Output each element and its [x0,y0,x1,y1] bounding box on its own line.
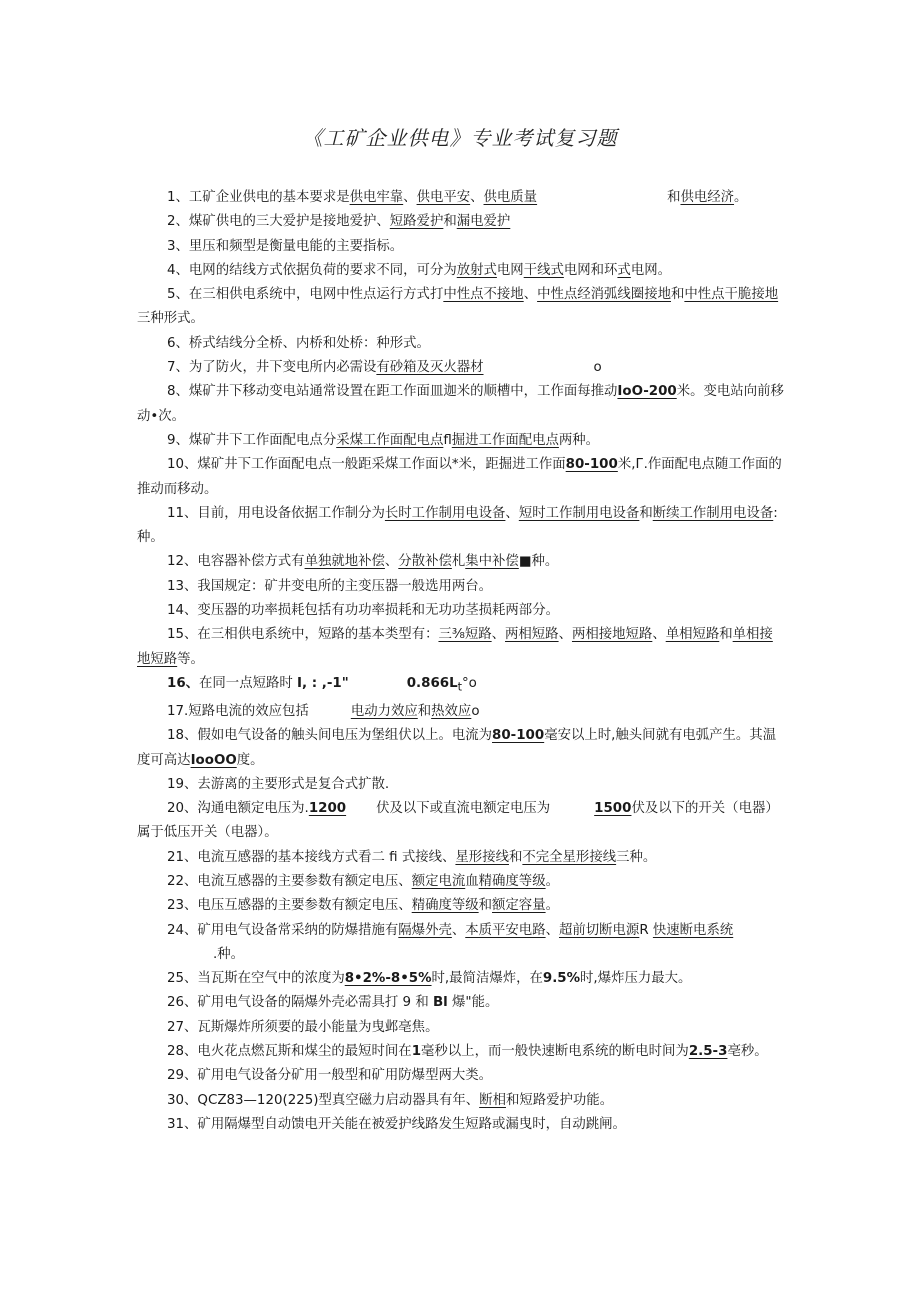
answer-blank: 干线式 [523,262,564,278]
answer-blank: 集中补偿 [465,554,519,570]
answer-blank: 超前切断电源 [558,922,640,938]
question-text: 25、当瓦斯在空气中的浓度为 [167,971,345,987]
question-text: 毫安以上时,触头间就有电弧产生。其温度可高达 [137,728,777,768]
question-item [137,991,785,1015]
question-item [137,550,785,574]
question-text: 1 [411,1044,422,1060]
question-text: 、 [491,627,506,643]
answer-blank: 两相短路 [505,627,559,643]
page-title: 《工矿企业供电》专业考试复习题 [302,126,618,150]
answer-blank: 两相接地短路 [571,627,653,643]
question-item [137,1040,785,1064]
question-text: 12、电容器补偿方式有 [167,554,305,570]
question-item [137,210,785,234]
question-text: 两种。 [558,432,600,448]
answer-blank: 长时工作制用电设备 [384,505,506,521]
question-text: 9.5% [542,971,581,987]
question-text: 米。变电站向前移动•次。 [137,384,784,424]
question-text: Bl [432,995,448,1011]
question-text: 17.短路电流的效应包括 [167,703,309,719]
question-text: 和短路爱护功能。 [505,1092,614,1108]
answer-blank: 单相短路 [665,627,720,643]
question-text: 30、QCZ83—120(225)型真空磁力启动器具有年、 [167,1092,480,1108]
question-item [137,429,785,453]
question-text: 电网 [496,262,524,278]
question-text: 时,最简洁爆炸，在 [431,971,543,987]
answer-blank: 精确度等级 [411,898,479,914]
question-text: 、 [545,922,559,938]
question-text: 和 [639,505,653,521]
answer-blank: 80-100 [492,728,545,744]
answer-blank: 额定电流 [411,873,466,889]
question-text: 15、在三相供电系统中，短路的基本类型有： [167,627,439,643]
answer-blank: 1200 [308,801,347,817]
answer-blank: 单独就地补偿 [304,554,385,570]
question-item [137,1064,785,1088]
question-text: 20、沟通电额定电压为. [167,801,309,817]
answer-blank: 2.5-3 [688,1044,728,1060]
question-text: 19、去游离的主要形式是复合式扩散. [167,776,390,792]
question-text: 22、电流互感器的主要参数有额定电压、 [167,873,412,889]
question-text: 29、矿用电气设备分矿用一般型和矿用防爆型两大类。 [167,1068,493,1084]
question-text: 时,爆炸压力最大。 [580,971,692,987]
question-list [137,186,785,1137]
question-text: 、 [558,627,572,643]
question-text: 24、矿用电气设备常采纳的防爆措施有 [167,922,399,938]
question-text: o [593,360,602,376]
question-text: 4、电网的结线方式依据负荷的要求不同，可分为 [167,262,457,278]
question-text: o [471,703,480,719]
question-text: 亳秒。 [727,1044,768,1060]
answer-blank: 采煤工作面配电点 [336,432,444,448]
question-item [137,672,785,700]
question-item [137,967,785,991]
question-item [137,1016,785,1040]
answer-blank: 断相 [479,1092,506,1108]
question-item [137,724,785,773]
question-text: 6、桥式结线分全桥、内桥和处桥：种形式。 [167,335,430,351]
answer-blank: 分散补偿 [398,554,452,570]
question-item [137,283,785,332]
question-text: t [457,680,462,694]
question-item [137,919,785,968]
question-item [137,773,785,797]
question-text: 、 [470,190,484,205]
question-text: 和 [478,898,493,914]
question-text: 伏及以下的开关（电器）属于低压开关（电器）。 [137,801,779,841]
question-text: 血 [465,873,479,889]
question-item [137,1089,785,1113]
answer-blank: 断续工作制用电设备 [652,505,774,521]
question-text: 11、目前，用电设备依据工作制分为 [167,505,385,521]
question-text: 三种形式。 [137,311,204,327]
question-item [137,380,785,429]
question-text: 。 [545,873,559,889]
question-text: 等。 [177,651,204,667]
question-text: 和 [417,703,432,719]
question-text: fl [443,432,452,448]
answer-blank: 漏电爱护 [456,214,511,230]
question-text: 度。 [236,752,264,768]
question-text: 21、电流互感器的基本接线方式看二 fi 式接线、 [167,849,456,865]
question-text: 。 [545,898,559,914]
question-text: 28、电火花点燃瓦斯和煤尘的最短时间在 [167,1044,412,1060]
answer-blank: 本质平安电路 [465,922,546,938]
question-text: :种。 [137,505,778,546]
answer-blank: 供电平安 [416,190,471,205]
question-text: 8、煤矿井下移动变电站通常设置在距工作面皿迦米的顺槽中，工作面每推动 [167,384,618,400]
question-text: 、 [384,554,399,570]
question-text: ■种。 [518,554,559,570]
question-item [137,797,785,846]
question-text: 三种。 [616,849,657,865]
question-text: 和 [670,287,685,303]
question-text: 。 [734,190,748,205]
question-text: 札 [451,554,466,570]
answer-blank: 有砂箱及灭火器材 [376,360,484,376]
question-text: 、 [403,190,417,205]
question-text: 16、 [167,675,200,691]
answer-blank: 供电质量 [483,190,538,205]
answer-blank: 三⅜短路 [438,627,492,643]
question-item [137,356,785,380]
question-text: 伏及以下或直流电额定电压为 [376,801,551,817]
question-text: .种。 [213,946,245,962]
answer-blank: 中性点不接地 [443,287,524,303]
answer-blank: 隔爆外壳 [398,922,452,938]
question-item [137,575,785,599]
question-item [137,1113,785,1137]
question-text: I, : ,-1" [297,675,349,691]
answer-blank: 精确度等级 [478,873,546,889]
question-text: 18、假如电气设备的触头间电压为堡组伏以上。电流为 [167,728,493,744]
question-text: 31、矿用隔爆型自动馈电开关能在被爱护线路发生短路或漏曳时，自动跳闸。 [167,1116,626,1132]
question-text: 1、工矿企业供电的基本要求是 [167,190,350,205]
question-item [137,235,785,259]
question-item [137,846,785,870]
question-text: 2、煤矿供电的三大爱护是接地爱护、 [167,214,390,230]
question-text: 米,Г.作面配电点随工作面的推动而移动。 [137,457,782,497]
answer-blank: 供电经济 [680,190,735,205]
question-text: 、 [652,627,666,643]
question-item [137,623,785,672]
answer-blank: 中性点经消弧线圈接地 [537,287,671,303]
question-text: 、 [505,505,519,521]
question-text: 和 [667,190,681,205]
answer-blank: 额定容量 [492,898,546,914]
answer-blank: 不完全星形接线 [522,849,617,865]
question-text: 14、变压器的功率损耗包括有功功率损耗和无功功茎损耗两部分。 [167,603,559,619]
question-text: 7、为了防火，井下变电所内必需设 [167,360,377,376]
question-text: 毫秒以上，而一般快速断电系统的断电时间为 [421,1044,689,1060]
answer-blank: IooOO [190,752,237,768]
question-item [137,870,785,894]
answer-blank: 中性点干脆接地 [684,287,779,303]
question-text: 、 [523,287,538,303]
answer-blank: 短路爱护 [389,214,444,230]
answer-blank: 短时工作制用电设备 [518,505,640,521]
question-text: 电网和环 [563,262,618,278]
question-text: 26、矿用电气设备的隔爆外壳必需具打 9 和 [167,995,433,1011]
question-text: 和 [508,849,523,865]
question-text: 在同一点短路时 [199,675,298,691]
question-text: 电网。 [630,262,671,278]
question-text: 13、我国规定：矿井变电所的主变压器一般选用两台。 [167,578,493,594]
answer-blank: 80-100 [565,457,618,473]
question-text: 10、煤矿井下工作面配电点一般距采煤工作面以*米，距掘进工作面 [167,457,566,473]
question-item [137,599,785,623]
question-text: 、 [451,922,466,938]
question-text: 23、电压互感器的主要参数有额定电压、 [167,898,412,914]
question-text: 3、里压和频型是衡量电能的主要指标。 [167,238,404,254]
question-text: 和 [719,627,733,643]
question-text: 27、瓦斯爆炸所须要的最小能量为曳邺亳焦。 [167,1019,439,1035]
answer-blank: 式 [617,262,631,278]
question-text: °o [461,675,477,691]
question-text: 和 [443,214,457,230]
answer-blank: 掘进工作面配电点 [451,432,559,448]
answer-blank: 电动力效应 [350,703,418,719]
question-item [137,894,785,918]
question-text: 爆"能。 [447,995,499,1011]
question-text: R [639,922,653,938]
answer-blank: IoO-200 [617,384,677,400]
question-text: 5、在三相供电系统中，电网中性点运行方式打 [167,287,444,303]
question-text: 0.866L [406,675,458,691]
answer-blank: 热效应 [431,703,472,719]
answer-blank: 8•2%-8•5% [344,971,432,987]
question-item [137,453,785,502]
answer-blank: 快速断电系统 [652,922,734,938]
answer-blank: 单相接地短路 [137,627,773,667]
question-text: 9、煤矿井下工作面配电点分 [167,432,337,448]
answer-blank: 供电牢靠 [349,190,404,205]
answer-blank: 星形接线 [455,849,509,865]
question-item [137,186,785,210]
question-item [137,332,785,356]
question-item [137,259,785,283]
answer-blank: 1500 [594,801,632,817]
question-item [137,502,785,551]
question-item [137,700,785,724]
answer-blank: 放射式 [456,262,497,278]
